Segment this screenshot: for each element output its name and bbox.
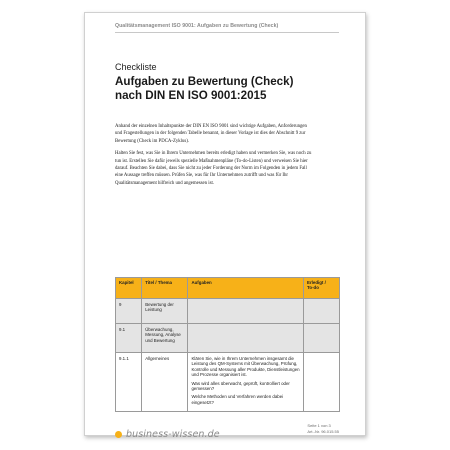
checklist-table [115,277,340,412]
header-erledigt-line-1: Erledigt / [307,280,326,285]
cell-kapitel: 9.1 [116,324,142,353]
logo-dot-icon [115,431,122,438]
document-title [115,75,350,102]
cell-titel: Allgemeines [142,353,188,412]
header-aufgaben: Aufgaben [188,278,304,299]
cell-aufgaben [188,324,304,353]
table-header-row [116,278,340,299]
document-kicker: Checkliste [115,62,157,72]
brand-logo [115,429,220,440]
document-title-line-2: nach DIN EN ISO 9001:2015 [115,88,267,102]
intro-text [115,123,315,192]
table-row [116,353,340,412]
document-page [84,12,366,440]
cell-erledigt[interactable] [304,324,340,353]
logo-text: business-wissen.de [126,429,220,440]
document-title-line-1: Aufgaben zu Bewertung (Check) [115,75,294,88]
task-text: Welche Methoden und Verfahren werden dabei eingesetzt? [191,394,284,405]
task-text: Klären Sie, wie in Ihrem Unternehmen insgesamt die Leistung des QM-Systems mit Überwachung, Prüfung, Kontrolle und Messung aller Produkte, Dienstleistungen und Prozesse organisiert ist. [191,356,300,378]
table-row [116,299,340,324]
intro-paragraph: Anhand der einzelnen Inhaltspunkte der DIN EN ISO 9001 sind wichtige Aufgaben, Anforderungen und Fragestellungen in der folgenden Tabelle benannt, in dieser Vorlage ist dies der Abschnitt 9 zur Bewertung (Check im PDCA-Zyklus). [115,124,307,144]
header-erledigt-line-2: To-do [307,285,319,291]
task-text: Was wird alles überwacht, geprüft, kontrolliert oder gemessen? [191,380,290,392]
header-divider [115,32,339,33]
table-row [116,324,340,353]
cell-erledigt[interactable] [304,299,340,324]
cell-kapitel: 9.1.1 [116,353,142,412]
footer-meta [307,423,339,435]
cell-kapitel: 9 [116,299,142,324]
article-number: Art.-Nr. 96.015.55 [307,429,339,434]
cell-titel: Überwachung, Messung, Analyse und Bewertung [142,324,188,353]
cell-aufgaben [188,353,304,412]
cell-erledigt[interactable] [304,353,340,412]
intro-paragraph: Halten Sie fest, was Sie in Ihrem Unternehmen bereits erledigt haben und vermerken Sie, was noch zu tun ist. Erstellen Sie dafür jeweils spezielle Maßnahmenpläne (To-do-Listen) und verweisen Sie hier darauf. Beachten Sie dabei, dass Sie nicht zu jeder Forderung der Norm im Folgenden in jedem Fall eine Aussage treffen müssen. Prüfen Sie, was für Ihr Unternehmen zutrifft und was für Ihr Qualitätsmanagement hilfreich und angemessen ist. [115,151,312,186]
running-header: Qualitätsmanagement ISO 9001: Aufgaben zu Bewertung (Check) [115,23,279,29]
cell-aufgaben [188,299,304,324]
page-info: Seite 1 von 3 [307,423,331,428]
header-kapitel: Kapitel [116,278,142,299]
header-erledigt [304,278,340,299]
cell-titel: Bewertung der Leistung [142,299,188,324]
header-titel: Titel / Thema [142,278,188,299]
